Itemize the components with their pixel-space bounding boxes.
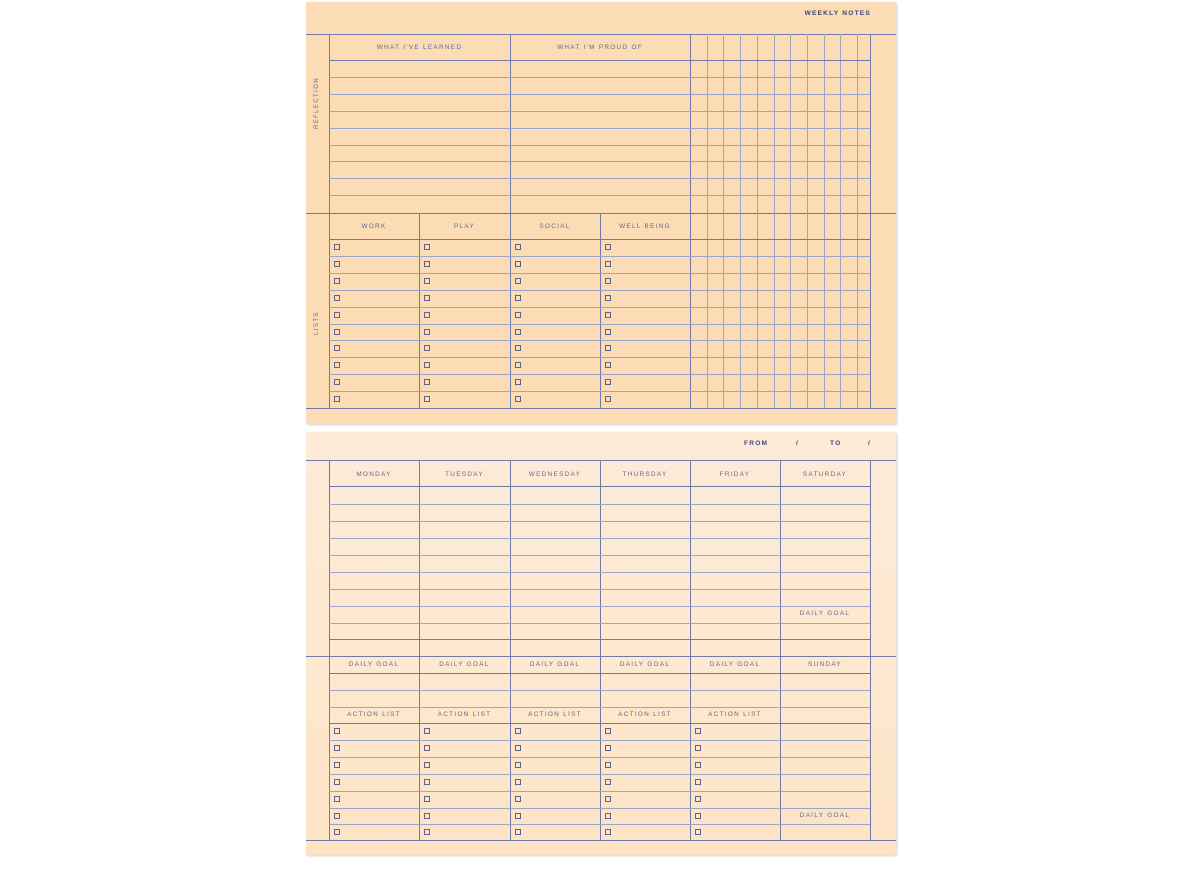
ruled-line [329, 239, 870, 240]
task-checkbox[interactable] [334, 362, 340, 368]
day-header-saturday: SATURDAY [802, 471, 848, 478]
grid-divider [740, 34, 741, 408]
task-checkbox[interactable] [424, 379, 430, 385]
action-checkbox[interactable] [515, 779, 521, 785]
task-checkbox[interactable] [605, 312, 611, 318]
ruled-line [329, 357, 870, 358]
column-divider [510, 460, 511, 840]
column-divider [600, 213, 601, 408]
task-checkbox[interactable] [424, 244, 430, 250]
action-checkbox[interactable] [695, 779, 701, 785]
task-checkbox[interactable] [515, 345, 521, 351]
action-checkbox[interactable] [515, 728, 521, 734]
daily-goal-label-friday: DAILY GOAL [709, 661, 761, 668]
ruled-line [329, 391, 870, 392]
action-checkbox[interactable] [605, 779, 611, 785]
task-checkbox[interactable] [424, 261, 430, 267]
task-checkbox[interactable] [334, 396, 340, 402]
task-checkbox[interactable] [334, 261, 340, 267]
day-header-sunday: SUNDAY [808, 661, 842, 668]
column-divider [510, 213, 511, 408]
ruled-line [329, 673, 870, 674]
action-list-label-wednesday: ACTION LIST [528, 711, 582, 718]
ruled-line [329, 374, 870, 375]
ruled-line [329, 707, 870, 708]
task-checkbox[interactable] [334, 295, 340, 301]
task-checkbox[interactable] [424, 278, 430, 284]
task-checkbox[interactable] [334, 244, 340, 250]
grid-divider [824, 34, 825, 408]
weekly-notes-header: WEEKLY NOTES [804, 10, 871, 17]
date-separator: / [868, 440, 872, 447]
ruled-line [329, 145, 870, 146]
task-checkbox[interactable] [605, 362, 611, 368]
ruled-line [329, 77, 870, 78]
ruled-line [329, 824, 870, 825]
task-checkbox[interactable] [424, 295, 430, 301]
task-checkbox[interactable] [424, 362, 430, 368]
ruled-line [329, 324, 870, 325]
ruled-line [329, 273, 870, 274]
task-checkbox[interactable] [605, 244, 611, 250]
action-checkbox[interactable] [605, 796, 611, 802]
ruled-line [329, 307, 870, 308]
action-checkbox[interactable] [695, 813, 701, 819]
ruled-line [329, 774, 870, 775]
action-checkbox[interactable] [334, 829, 340, 835]
ruled-line [329, 690, 870, 691]
task-checkbox[interactable] [334, 345, 340, 351]
task-checkbox[interactable] [515, 261, 521, 267]
action-checkbox[interactable] [334, 762, 340, 768]
task-checkbox[interactable] [424, 396, 430, 402]
action-checkbox[interactable] [515, 796, 521, 802]
action-checkbox[interactable] [605, 813, 611, 819]
section-divider [306, 840, 896, 841]
weekly-planner-sheet [306, 432, 896, 855]
action-checkbox[interactable] [605, 728, 611, 734]
from-label: FROM [744, 440, 769, 447]
list-header-work: WORK [361, 223, 387, 230]
grid-divider [707, 34, 708, 408]
ruled-line [329, 178, 870, 179]
ruled-line [329, 290, 870, 291]
day-header-tuesday: TUESDAY [445, 471, 484, 478]
task-checkbox[interactable] [605, 329, 611, 335]
action-checkbox[interactable] [515, 762, 521, 768]
action-checkbox[interactable] [424, 762, 430, 768]
action-checkbox[interactable] [424, 829, 430, 835]
ruled-line [329, 538, 870, 539]
column-divider [870, 34, 871, 408]
action-checkbox[interactable] [695, 829, 701, 835]
task-checkbox[interactable] [515, 278, 521, 284]
daily-goal-label-monday: DAILY GOAL [348, 661, 400, 668]
action-checkbox[interactable] [515, 829, 521, 835]
section-divider [306, 460, 896, 461]
task-checkbox[interactable] [334, 379, 340, 385]
to-label: TO [830, 440, 842, 447]
ruled-line [329, 521, 870, 522]
action-checkbox[interactable] [334, 728, 340, 734]
saturday-daily-goal-label: DAILY GOAL [799, 610, 851, 617]
action-list-label-thursday: ACTION LIST [618, 711, 672, 718]
day-header-wednesday: WEDNESDAY [528, 471, 582, 478]
task-checkbox[interactable] [605, 379, 611, 385]
ruled-line [329, 486, 870, 487]
action-checkbox[interactable] [605, 745, 611, 751]
column-divider [419, 460, 420, 840]
weekly-notes-sheet [306, 2, 896, 424]
task-checkbox[interactable] [515, 329, 521, 335]
ruled-line [329, 60, 870, 61]
column-divider [780, 460, 781, 840]
action-list-label-friday: ACTION LIST [708, 711, 762, 718]
task-checkbox[interactable] [334, 312, 340, 318]
action-checkbox[interactable] [334, 796, 340, 802]
ruled-line [329, 740, 870, 741]
ruled-line [329, 195, 870, 196]
proud-column-header: WHAT I'M PROUD OF [557, 44, 643, 51]
column-divider [419, 213, 420, 408]
grid-divider [774, 34, 775, 408]
daily-goal-label-wednesday: DAILY GOAL [529, 661, 581, 668]
ruled-line [329, 623, 870, 624]
day-header-friday: FRIDAY [719, 471, 751, 478]
date-separator: / [796, 440, 800, 447]
ruled-line [329, 94, 870, 95]
list-header-play: PLAY [453, 223, 476, 230]
reflection-side-label: REFLECTION [314, 77, 320, 130]
action-checkbox[interactable] [334, 745, 340, 751]
action-checkbox[interactable] [695, 796, 701, 802]
daily-goal-label-thursday: DAILY GOAL [619, 661, 671, 668]
task-checkbox[interactable] [424, 329, 430, 335]
column-divider [600, 460, 601, 840]
ruled-line [329, 606, 870, 607]
action-checkbox[interactable] [605, 762, 611, 768]
ruled-line [329, 572, 870, 573]
task-checkbox[interactable] [515, 244, 521, 250]
list-header-well-being: WELL BEING [619, 223, 671, 230]
learned-column-header: WHAT I'VE LEARNED [376, 44, 463, 51]
action-checkbox[interactable] [424, 796, 430, 802]
side-label-divider [329, 34, 330, 408]
ruled-line [329, 128, 870, 129]
ruled-line [329, 589, 870, 590]
column-divider [329, 460, 330, 840]
ruled-line [329, 161, 870, 162]
task-checkbox[interactable] [515, 396, 521, 402]
grid-divider [790, 34, 791, 408]
ruled-line [329, 555, 870, 556]
task-checkbox[interactable] [605, 295, 611, 301]
grid-divider [857, 34, 858, 408]
task-checkbox[interactable] [515, 362, 521, 368]
day-header-thursday: THURSDAY [622, 471, 668, 478]
task-checkbox[interactable] [605, 396, 611, 402]
ruled-line [329, 256, 870, 257]
ruled-line [329, 111, 870, 112]
task-checkbox[interactable] [515, 379, 521, 385]
ruled-line [329, 504, 870, 505]
section-divider [306, 408, 896, 409]
task-checkbox[interactable] [334, 278, 340, 284]
action-checkbox[interactable] [695, 762, 701, 768]
daily-goal-label-tuesday: DAILY GOAL [439, 661, 490, 668]
task-checkbox[interactable] [334, 329, 340, 335]
column-divider [870, 460, 871, 840]
section-divider [306, 656, 896, 657]
list-header-social: SOCIAL [539, 223, 571, 230]
grid-divider [840, 34, 841, 408]
action-checkbox[interactable] [424, 779, 430, 785]
action-list-label-tuesday: ACTION LIST [437, 711, 492, 718]
action-checkbox[interactable] [424, 728, 430, 734]
task-checkbox[interactable] [424, 345, 430, 351]
day-header-monday: MONDAY [356, 471, 392, 478]
grid-divider [757, 34, 758, 408]
ruled-line [329, 639, 870, 640]
ruled-line [329, 757, 870, 758]
action-checkbox[interactable] [334, 779, 340, 785]
grid-divider [807, 34, 808, 408]
task-checkbox[interactable] [605, 278, 611, 284]
ruled-line [329, 723, 870, 724]
ruled-line [329, 791, 870, 792]
action-list-label-monday: ACTION LIST [347, 711, 401, 718]
ruled-line [329, 340, 870, 341]
grid-divider [723, 34, 724, 408]
task-checkbox[interactable] [515, 295, 521, 301]
ruled-line [329, 808, 870, 809]
task-checkbox[interactable] [515, 312, 521, 318]
task-checkbox[interactable] [605, 261, 611, 267]
task-checkbox[interactable] [424, 312, 430, 318]
lists-side-label: LISTS [314, 311, 320, 335]
action-checkbox[interactable] [695, 745, 701, 751]
column-divider [690, 460, 691, 840]
action-checkbox[interactable] [334, 813, 340, 819]
action-checkbox[interactable] [424, 745, 430, 751]
action-checkbox[interactable] [515, 813, 521, 819]
action-checkbox[interactable] [424, 813, 430, 819]
action-checkbox[interactable] [515, 745, 521, 751]
action-checkbox[interactable] [695, 728, 701, 734]
task-checkbox[interactable] [605, 345, 611, 351]
sunday-daily-goal-label: DAILY GOAL [799, 812, 851, 819]
action-checkbox[interactable] [605, 829, 611, 835]
column-divider [690, 34, 691, 408]
